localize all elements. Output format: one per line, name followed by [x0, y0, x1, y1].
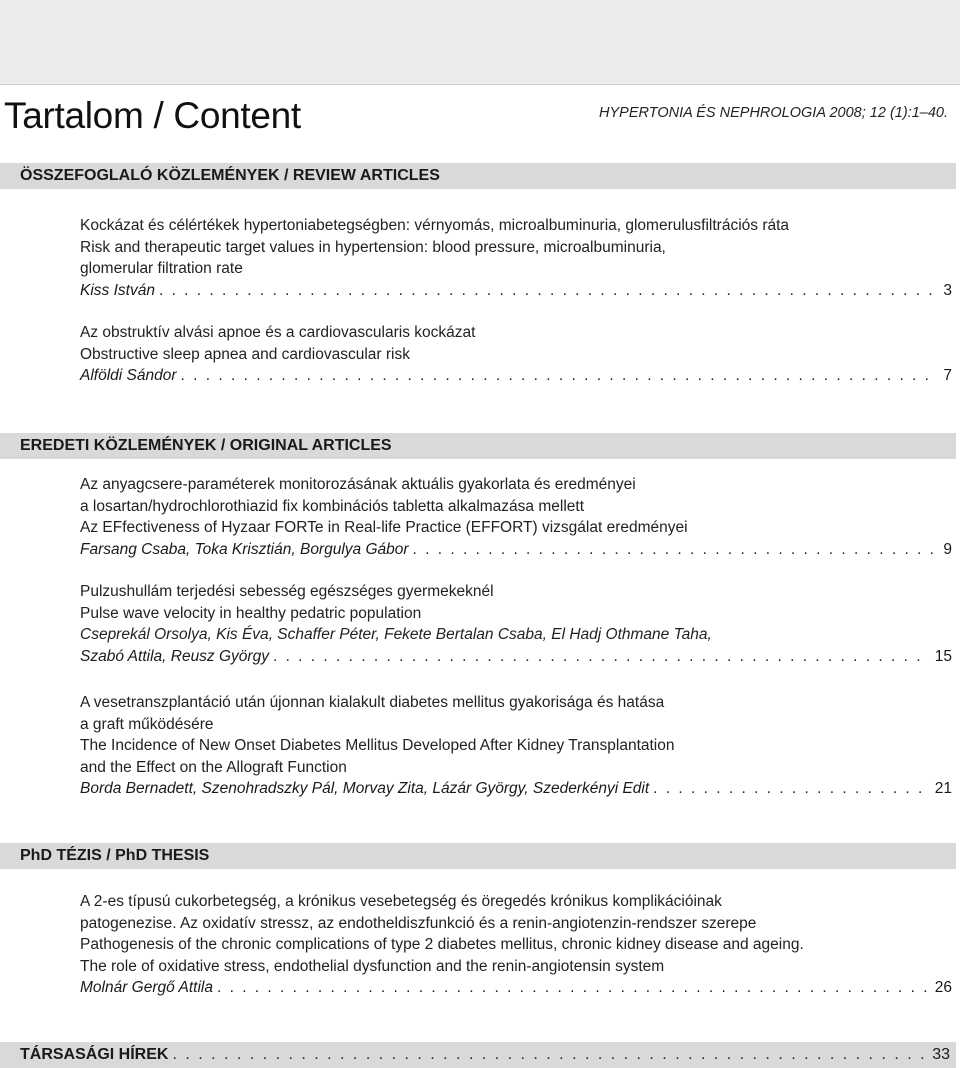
- article-title-line: Pathogenesis of the chronic complications of type 2 diabetes mellitus, chronic kidney disease and ageing.: [80, 936, 804, 954]
- journal-citation: HYPERTONIA ÉS NEPHROLOGIA 2008; 12 (1):1–40.: [599, 105, 948, 121]
- page-number: 26: [934, 979, 952, 997]
- page-header: [0, 90, 960, 140]
- article-title-line: Pulzushullám terjedési sebesség egészséges gyermekeknél: [80, 583, 494, 600]
- dot-leader: [172, 1042, 926, 1068]
- article-title-line: and the Effect on the Allograft Function: [80, 758, 347, 776]
- toc-entry[interactable]: [80, 322, 952, 387]
- article-title-line: A vesetranszplantáció után újonnan kialakult diabetes mellitus gyakorisága és hatása: [80, 694, 665, 711]
- toc-entry[interactable]: [80, 215, 952, 301]
- article-authors-line: Cseprekál Orsolya, Kis Éva, Schaffer Péter, Fekete Bertalan Csaba, El Hadj Othmane Taha,: [80, 626, 712, 644]
- article-authors: Molnár Gergő Attila: [80, 979, 213, 997]
- society-news-row: [20, 1042, 950, 1068]
- article-title-line: Pulse wave velocity in healthy pedatric population: [80, 604, 422, 622]
- section-review-articles: [0, 163, 956, 189]
- dot-leader: [413, 539, 936, 561]
- dot-leader: [181, 365, 936, 387]
- article-title-line: A 2-es típusú cukorbetegség, a krónikus vesebetegség és öregedés krónikus komplikációinak: [80, 893, 722, 910]
- article-title-line: The role of oxidative stress, endothelial dysfunction and the renin-angiotensin system: [80, 957, 665, 975]
- section-original-articles: [0, 433, 956, 459]
- page-title: Tartalom / Content: [4, 95, 301, 136]
- article-title-line: Obstructive sleep apnea and cardiovascular risk: [80, 345, 410, 363]
- article-authors: Kiss István: [80, 281, 155, 299]
- section-title: ÖSSZEFOGLALÓ KÖZLEMÉNYEK / REVIEW ARTICLES: [20, 167, 440, 184]
- article-title-line: glomerular filtration rate: [80, 260, 243, 278]
- section-society-news[interactable]: [0, 1042, 956, 1068]
- page-number: 7: [943, 367, 952, 385]
- toc-entry[interactable]: [80, 474, 952, 560]
- authors-row: [80, 778, 952, 800]
- dot-leader: [217, 977, 929, 999]
- section-title: TÁRSASÁGI HÍREK: [20, 1046, 169, 1063]
- section-title: EREDETI KÖZLEMÉNYEK / ORIGINAL ARTICLES: [20, 437, 392, 454]
- page-number: 33: [932, 1046, 950, 1063]
- toc-entry[interactable]: [80, 891, 952, 999]
- article-title-line: Risk and therapeutic target values in hypertension: blood pressure, microalbuminuria,: [80, 238, 666, 256]
- authors-row: [80, 977, 952, 999]
- section-phd-thesis: [0, 843, 956, 869]
- dot-leader: [273, 646, 929, 668]
- article-title-line: Az obstruktív alvási apnoe és a cardiovascularis kockázat: [80, 324, 476, 341]
- article-title-line: a losartan/hydrochlorothiazid fix kombinációs tabletta alkalmazása mellett: [80, 497, 584, 515]
- page-number: 21: [934, 780, 952, 798]
- article-title-line: a graft működésére: [80, 715, 214, 733]
- article-authors: Farsang Csaba, Toka Krisztián, Borgulya Gábor: [80, 540, 409, 558]
- authors-row: [80, 646, 952, 668]
- authors-row: [80, 365, 952, 387]
- article-title-line: Az EFfectiveness of Hyzaar FORTe in Real-life Practice (EFFORT) vizsgálat eredményei: [80, 519, 688, 537]
- page-number: 15: [934, 647, 952, 665]
- article-title-line: patogenezise. Az oxidatív stressz, az endotheldiszfunkció és a renin-angiotenzin-rendszer szerepe: [80, 914, 757, 932]
- page-number: 3: [943, 281, 952, 299]
- article-authors: Szabó Attila, Reusz György: [80, 647, 269, 665]
- article-authors: Alföldi Sándor: [80, 367, 177, 385]
- page-number: 9: [943, 540, 952, 558]
- authors-row: [80, 280, 952, 302]
- toc-entry[interactable]: [80, 692, 952, 800]
- article-title-line: Kockázat és célértékek hypertoniabetegségben: vérnyomás, microalbuminuria, glomerulusfiltrációs ráta: [80, 217, 790, 234]
- dot-leader: [653, 778, 929, 800]
- top-band: [0, 0, 960, 85]
- dot-leader: [159, 280, 936, 302]
- article-title-line: Az anyagcsere-paraméterek monitorozásának aktuális gyakorlata és eredményei: [80, 476, 636, 493]
- toc-entry[interactable]: [80, 581, 952, 667]
- article-title-line: The Incidence of New Onset Diabetes Mellitus Developed After Kidney Transplantation: [80, 737, 675, 755]
- authors-row: [80, 539, 952, 561]
- section-title: PhD TÉZIS / PhD THESIS: [20, 847, 210, 864]
- article-authors: Borda Bernadett, Szenohradszky Pál, Morvay Zita, Lázár György, Szederkényi Edit: [80, 780, 650, 798]
